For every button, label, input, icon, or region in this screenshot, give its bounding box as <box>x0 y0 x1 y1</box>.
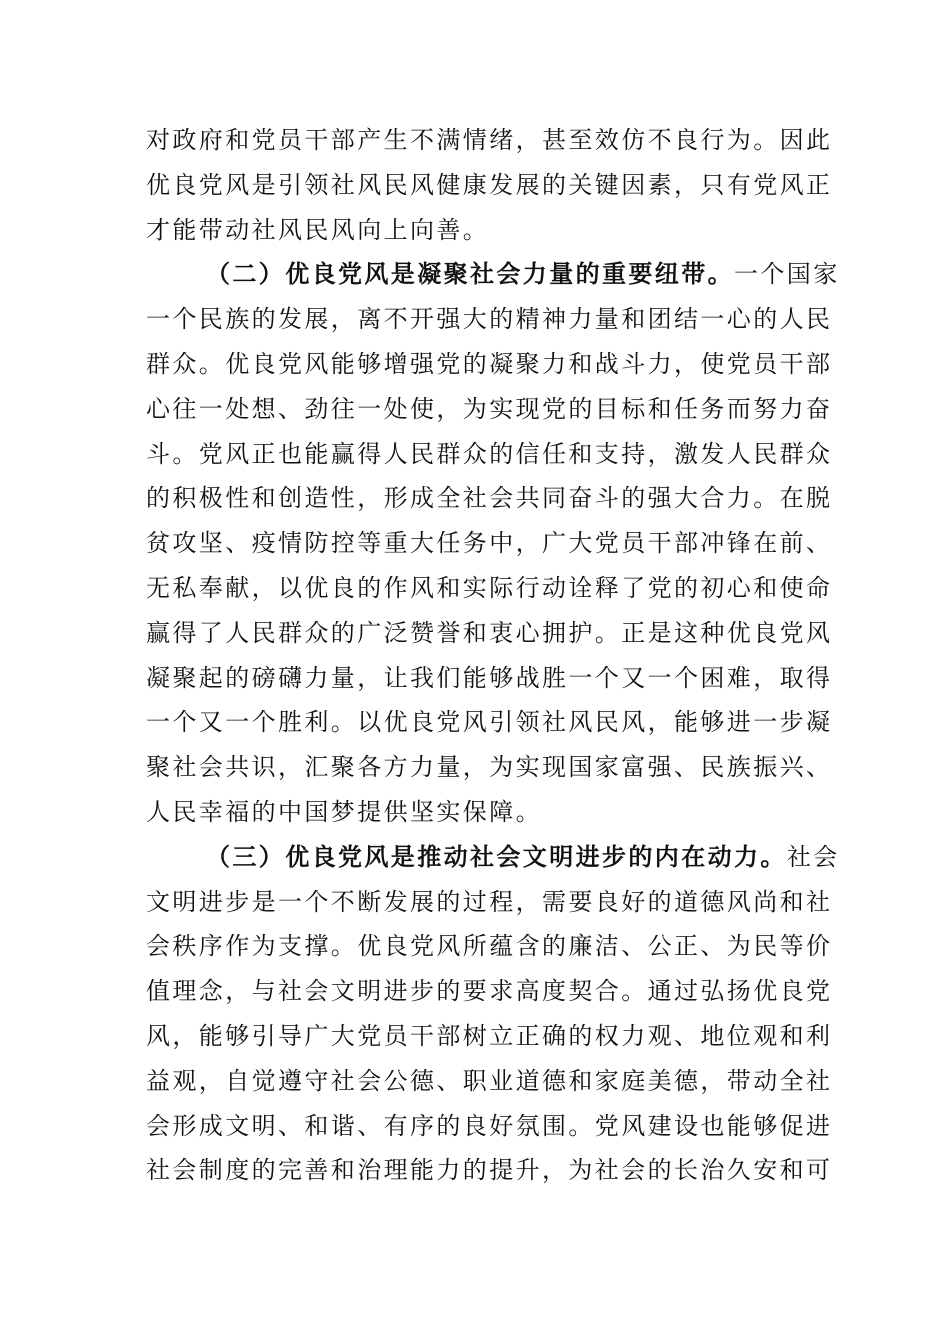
text-line: 无私奉献，以优良的作风和实际行动诠释了党的初心和使命 <box>146 573 833 602</box>
document-body <box>146 118 840 1193</box>
paragraph-2-first-line <box>146 252 840 297</box>
text-line: 文明进步是一个不断发展的过程，需要良好的道德风尚和社 <box>146 887 833 916</box>
text-line: 值理念，与社会文明进步的要求高度契合。通过弘扬优良党 <box>146 977 833 1006</box>
text-line: 风，能够引导广大党员干部树立正确的权力观、地位观和利 <box>146 1021 833 1050</box>
paragraph-3-first-line <box>146 835 840 880</box>
section-heading-3: （三）优良党风是推动社会文明进步的内在动力。 <box>206 841 787 871</box>
text-fragment: 社会 <box>786 842 840 871</box>
text-line: 的积极性和创造性，形成全社会共同奋斗的强大合力。在脱 <box>146 484 833 513</box>
text-line: 社会制度的完善和治理能力的提升，为社会的长治久安和可 <box>146 1156 833 1185</box>
text-line: 群众。优良党风能够增强党的凝聚力和战斗力，使党员干部 <box>146 349 833 378</box>
text-line: 斗。党风正也能赢得人民群众的信任和支持，激发人民群众 <box>146 439 833 468</box>
text-line: 贫攻坚、疫情防控等重大任务中，广大党员干部冲锋在前、 <box>146 529 833 558</box>
text-line: 人民幸福的中国梦提供坚实保障。 <box>146 797 542 826</box>
text-line: 一个民族的发展，离不开强大的精神力量和团结一心的人民 <box>146 305 833 334</box>
text-line: 聚社会共识，汇聚各方力量，为实现国家富强、民族振兴、 <box>146 753 833 782</box>
text-line: 心往一处想、劲往一处使，为实现党的目标和任务而努力奋 <box>146 394 833 423</box>
text-fragment: 一个国家 <box>734 260 840 289</box>
text-line: 对政府和党员干部产生不满情绪，甚至效仿不良行为。因此 <box>146 126 833 154</box>
section-heading-2: （二）优良党风是凝聚社会力量的重要纽带。 <box>206 259 734 289</box>
text-line: 优良党风是引领社风民风健康发展的关键因素，只有党风正 <box>146 170 833 199</box>
text-line: 一个又一个胜利。以优良党风引领社风民风，能够进一步凝 <box>146 708 833 737</box>
text-line: 会形成文明、和谐、有序的良好氛围。党风建设也能够促进 <box>146 1111 833 1140</box>
text-line: 赢得了人民群众的广泛赞誉和衷心拥护。正是这种优良党风 <box>146 618 833 647</box>
text-line: 凝聚起的磅礴力量，让我们能够战胜一个又一个困难，取得 <box>146 663 833 692</box>
text-line: 才能带动社风民风向上向善。 <box>146 215 490 244</box>
text-line: 益观，自觉遵守社会公德、职业道德和家庭美德，带动全社 <box>146 1066 833 1095</box>
text-line: 会秩序作为支撑。优良党风所蕴含的廉洁、公正、为民等价 <box>146 932 833 961</box>
